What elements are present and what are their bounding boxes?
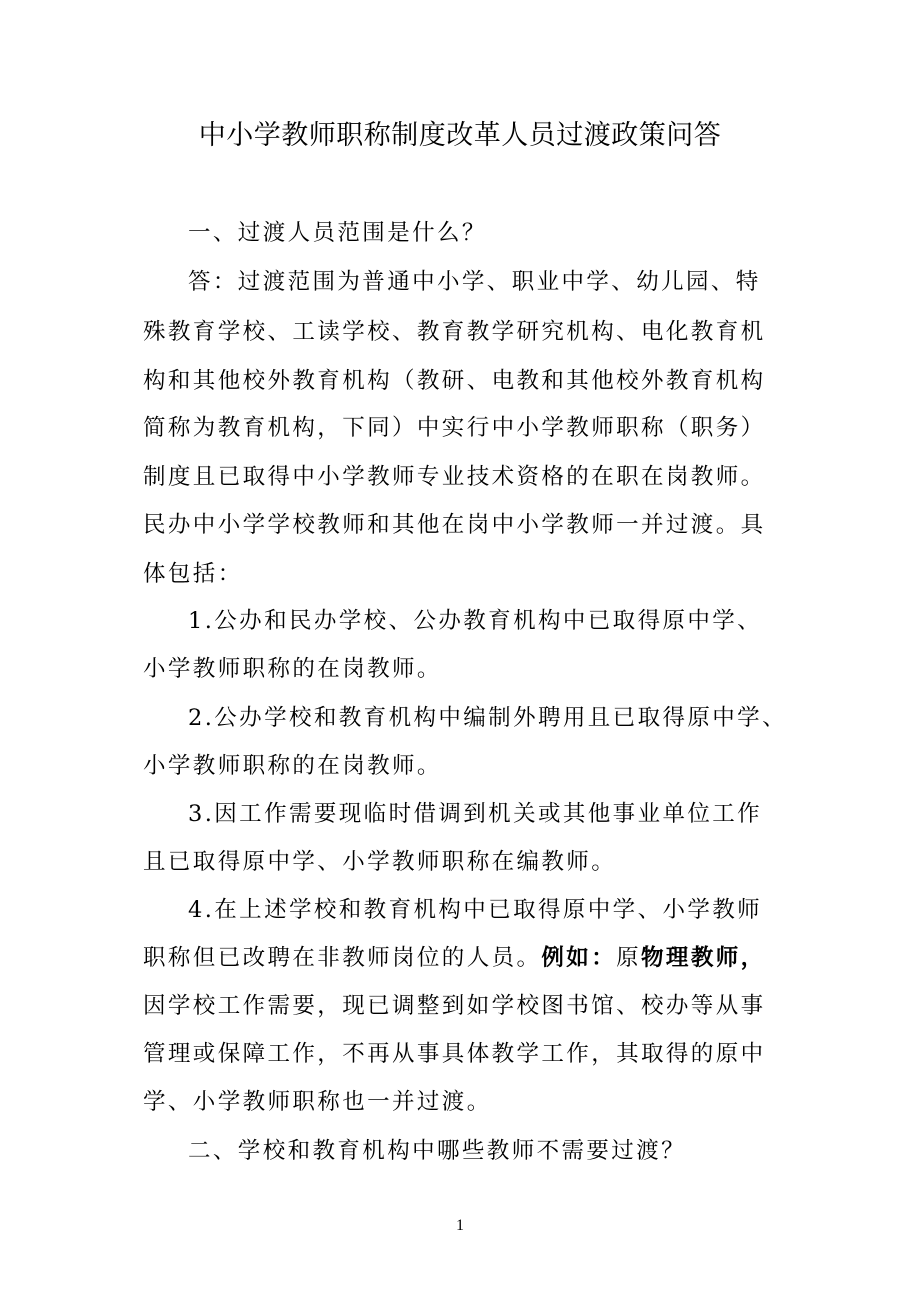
- answer-1-line-6: 民办中小学学校教师和其他在岗中小学教师一并过渡。具: [143, 512, 766, 538]
- item-4-line-5: 学、小学教师职称也一并过渡。: [143, 1089, 492, 1115]
- question-1-heading: 一、过渡人员范围是什么？: [188, 220, 487, 246]
- item-4-line-3: 因学校工作需要，现已调整到如学校图书馆、校办等从事: [143, 993, 766, 1019]
- answer-1-line-5: 制度且已取得中小学教师专业技术资格的在职在岗教师。: [143, 464, 766, 490]
- item-2-line-1: 2.公办学校和教育机构中编制外聘用且已取得原中学、: [188, 705, 787, 731]
- item-4-line-2-text-2: 原: [616, 945, 642, 971]
- physics-teacher-emphasis: 物理教师，: [641, 945, 766, 971]
- answer-1-line-4: 简称为教育机构，下同）中实行中小学教师职称（职务）: [143, 415, 766, 441]
- answer-1-line-3: 构和其他校外教育机构（教研、电教和其他校外教育机构: [143, 368, 766, 394]
- question-2-heading: 二、学校和教育机构中哪些教师不需要过渡？: [188, 1138, 687, 1164]
- item-2-line-2: 小学教师职称的在岗教师。: [143, 753, 442, 779]
- item-1-line-1: 1.公办和民办学校、公办教育机构中已取得原中学、: [188, 608, 763, 634]
- item-4-line-4: 管理或保障工作，不再从事具体教学工作，其取得的原中: [143, 1041, 766, 1067]
- item-1-line-2: 小学教师职称的在岗教师。: [143, 656, 442, 682]
- item-4-line-2: [143, 943, 766, 973]
- item-4-line-1: 4.在上述学校和教育机构中已取得原中学、小学教师: [188, 897, 763, 923]
- item-3-line-1: 3.因工作需要现临时借调到机关或其他事业单位工作: [188, 801, 763, 827]
- example-label: 例如：: [541, 945, 617, 971]
- answer-1-line-7: 体包括：: [143, 561, 243, 587]
- answer-1-line-1: 答：过渡范围为普通中小学、职业中学、幼儿园、特: [188, 269, 761, 295]
- answer-1-line-2: 殊教育学校、工读学校、教育教学研究机构、电化教育机: [143, 319, 766, 345]
- item-4-line-2-text: 职称但已改聘在非教师岗位的人员。: [143, 945, 542, 971]
- page-number: 1: [456, 1217, 464, 1234]
- document-title: 中小学教师职称制度改革人员过渡政策问答: [198, 120, 722, 151]
- item-3-line-2: 且已取得原中学、小学教师职称在编教师。: [143, 849, 617, 875]
